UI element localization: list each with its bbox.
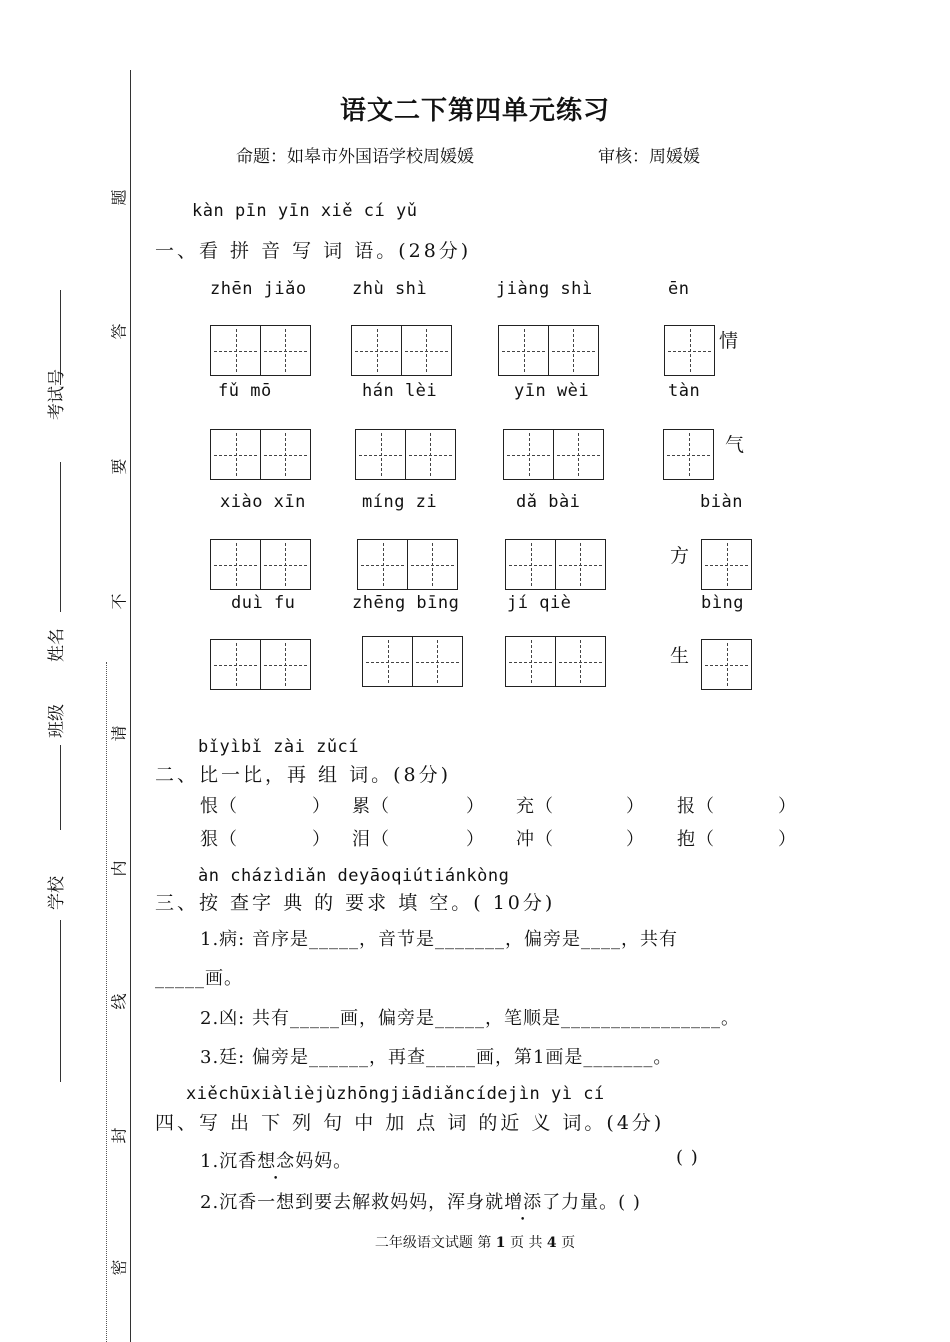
footer-pre: 二年级语文试题 第	[374, 1235, 492, 1251]
dictionary-item-2: 2.凶: 共有_____画，偏旁是_____，笔顺是________________。	[200, 1008, 740, 1029]
seal-char-1: 题	[109, 189, 129, 206]
field-label-school: 学校	[47, 876, 67, 910]
seal-char-2: 答	[109, 323, 129, 340]
prefix-char-fang: 方	[670, 545, 690, 567]
suffix-char-qi: 气	[725, 434, 745, 456]
compare-r1-c3-open: 充（	[516, 796, 554, 817]
pinyin-r1-c1: zhēn jiǎo	[210, 279, 307, 299]
footer-page-number: 1	[495, 1235, 506, 1251]
seal-char-7: 线	[109, 993, 129, 1010]
pinyin-r4-c1: duì fu	[231, 593, 296, 613]
pinyin-r4-c4: bìng	[701, 593, 744, 613]
pinyin-r3-c1: xiào xīn	[220, 492, 306, 512]
write-box-r3-c1[interactable]	[210, 539, 311, 590]
footer-mid: 页 共	[510, 1235, 543, 1251]
pinyin-r2-c4: tàn	[668, 381, 701, 401]
section1-pinyin-hint: kàn pīn yīn xiě cí yǔ	[192, 201, 418, 221]
pinyin-r3-c3: dǎ bài	[516, 492, 581, 512]
suffix-char-qing: 情	[719, 330, 739, 352]
section2-pinyin-hint: bǐyìbǐ zài zǔcí	[198, 737, 360, 757]
field-line-school	[60, 920, 61, 1082]
write-box-r2-c2[interactable]	[355, 429, 456, 480]
write-box-r1-c3[interactable]	[498, 325, 599, 376]
write-box-r1-c1[interactable]	[210, 325, 311, 376]
field-label-class: 班级	[47, 704, 67, 738]
pinyin-r4-c3: jí qiè	[507, 593, 572, 613]
write-box-r4-c1[interactable]	[210, 639, 311, 690]
pinyin-r4-c2: zhēng bīng	[352, 593, 460, 613]
pinyin-r1-c4: ēn	[668, 279, 690, 299]
field-line-class	[60, 745, 61, 830]
section4-pinyin-hint: xiěchūxiàlièjùzhōngjiādiǎncídejìn yì cí	[186, 1084, 605, 1104]
write-box-r4-c3[interactable]	[505, 636, 606, 687]
synonym-answer-1[interactable]: ( )	[676, 1147, 699, 1168]
write-box-r4-c4[interactable]	[701, 639, 752, 690]
pinyin-r2-c3: yīn wèi	[514, 381, 590, 401]
compare-r2-c2-open: 泪（	[352, 829, 390, 850]
footer-post: 页	[561, 1235, 576, 1251]
compare-r2-c3-close: ）	[626, 829, 645, 850]
compare-r2-c1-close: ）	[312, 829, 331, 850]
pinyin-r1-c2: zhù shì	[352, 279, 428, 299]
compare-r2-c2-close: ）	[466, 829, 485, 850]
margin-rule	[130, 70, 131, 1342]
field-label-exam-no: 考试号	[47, 369, 67, 420]
sentence-2-post: 了力量。( )	[542, 1192, 641, 1213]
dictionary-item-3: 3.廷: 偏旁是______，再查_____画，第1画是_______。	[200, 1047, 673, 1068]
compare-r2-c3-open: 冲（	[516, 829, 554, 850]
compare-r1-c1-close: ）	[312, 796, 331, 817]
write-box-r1-c2[interactable]	[351, 325, 452, 376]
seal-char-8: 封	[109, 1127, 129, 1144]
write-box-r3-c2[interactable]	[357, 539, 458, 590]
compare-r1-c2-open: 累（	[352, 796, 390, 817]
section4-heading: 四、写 出 下 列 句 中 加 点 词 的近 义 词。(4分)	[155, 1112, 665, 1134]
compare-r1-c4-open: 报（	[677, 796, 715, 817]
sentence-1-post: 妈妈。	[295, 1151, 353, 1172]
pinyin-r3-c4: biàn	[700, 492, 743, 512]
seal-char-5: 请	[109, 725, 129, 742]
seal-char-4: 不	[109, 593, 129, 610]
page-title: 语文二下第四单元练习	[339, 96, 610, 126]
write-box-r3-c4[interactable]	[701, 539, 752, 590]
compare-r2-c4-close: ）	[778, 829, 797, 850]
synonym-sentence-1	[200, 1147, 352, 1173]
compare-r1-c3-close: ）	[626, 796, 645, 817]
write-box-r2-c1[interactable]	[210, 429, 311, 480]
compare-r2-c4-open: 抱（	[677, 829, 715, 850]
dictionary-item-1: 1.病: 音序是_____，音节是_______，偏旁是____，共有	[200, 929, 678, 950]
write-box-r3-c3[interactable]	[505, 539, 606, 590]
sentence-2-dotted-word: 增添	[504, 1192, 543, 1213]
write-box-r4-c2[interactable]	[362, 636, 463, 687]
pinyin-r2-c1: fǔ mō	[218, 381, 272, 401]
section3-heading: 三、按 查字 典 的 要求 填 空。( 10分)	[155, 892, 556, 914]
compare-r1-c1-open: 恨（	[200, 796, 238, 817]
sentence-1-dotted-word: 想念	[257, 1151, 296, 1172]
prefix-char-sheng: 生	[670, 645, 690, 667]
seal-char-9: 密	[109, 1259, 129, 1276]
write-box-r1-c4[interactable]	[664, 325, 715, 376]
write-box-r2-c3[interactable]	[503, 429, 604, 480]
author-line: 命题：如皋市外国语学校周媛媛	[236, 147, 474, 167]
section2-heading: 二、比一比，再 组 词。(8分)	[155, 764, 451, 786]
pinyin-r2-c2: hán lèi	[362, 381, 438, 401]
sentence-1-pre: 1.沉香	[200, 1151, 258, 1172]
reviewer-line: 审核：周媛媛	[598, 147, 700, 167]
write-box-r2-c4[interactable]	[663, 429, 714, 480]
section1-heading: 一、看 拼 音 写 词 语。(28分)	[155, 240, 472, 262]
sentence-2-pre: 2.沉香一想到要去解救妈妈，浑身就	[200, 1192, 505, 1213]
seal-char-3: 要	[109, 458, 129, 475]
section3-pinyin-hint: àn cházìdiǎn deyāoqiútiánkòng	[198, 866, 510, 886]
compare-r2-c1-open: 狠（	[200, 829, 238, 850]
dictionary-item-1-cont: _____画。	[155, 968, 243, 989]
compare-r1-c2-close: ）	[466, 796, 485, 817]
pinyin-r1-c3: jiàng shì	[496, 279, 593, 299]
field-label-name: 姓名	[47, 628, 67, 662]
compare-r1-c4-close: ）	[778, 796, 797, 817]
seal-char-6: 内	[109, 860, 129, 877]
field-line-name	[60, 462, 61, 612]
synonym-sentence-2	[200, 1188, 641, 1214]
footer-total-pages: 4	[546, 1235, 557, 1251]
page-footer	[0, 1232, 950, 1252]
pinyin-r3-c2: míng zi	[362, 492, 438, 512]
